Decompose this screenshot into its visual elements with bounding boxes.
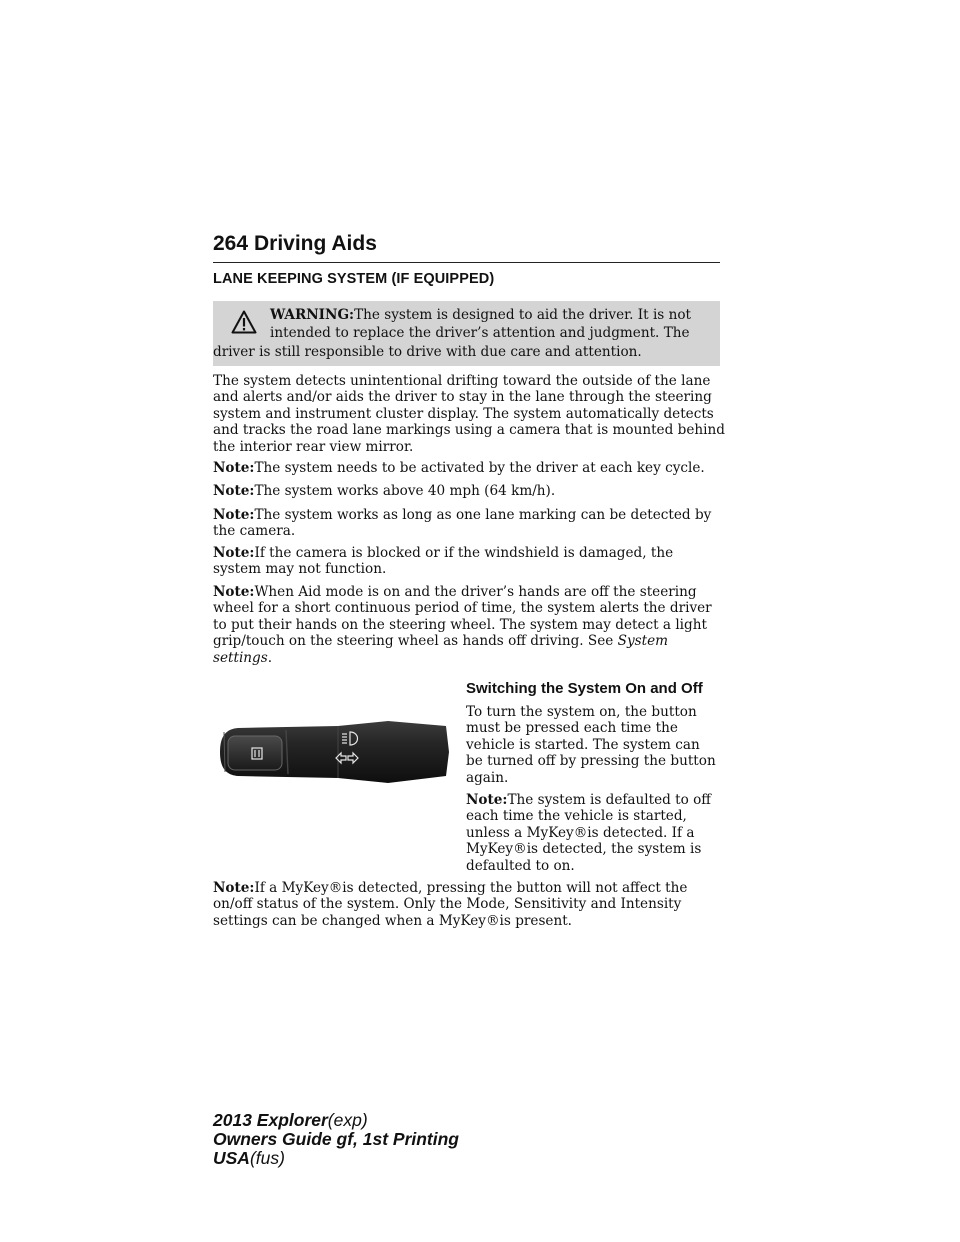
- note-4-text-2: system may not function.: [213, 561, 387, 578]
- footer-guide: Owners Guide gf, 1st Printing: [213, 1129, 459, 1149]
- note-5-text-1: When Aid mode is on and the driver’s hands are off the steering: [254, 584, 697, 600]
- footer-market-code: (fus): [249, 1148, 285, 1168]
- warning-line-3: driver is still responsible to drive with due care and attention.: [213, 344, 642, 360]
- note-4-text-1: If the camera is blocked or if the windshield is damaged, the: [254, 545, 674, 561]
- note-5-text-4: grip/touch on the steering wheel as hands off driving. See: [213, 633, 618, 650]
- note-6-text-3: unless a MyKey®is detected. If a: [466, 824, 695, 841]
- note-2-text: The system works above 40 mph (64 km/h).: [254, 483, 556, 499]
- warning-text-1: The system is designed to aid the driver. It is not: [354, 307, 692, 323]
- switch-line: vehicle is started. The system can: [466, 736, 700, 753]
- note-label: Note:: [213, 545, 255, 561]
- note-label: Note:: [213, 880, 255, 896]
- note-3: [213, 507, 733, 540]
- note-5-period: .: [267, 649, 273, 666]
- note-1: [213, 460, 733, 476]
- note-label: Note:: [213, 483, 255, 499]
- page-number: 264: [213, 232, 249, 255]
- intro-line: The system detects unintentional drifting toward the outside of the lane: [213, 373, 711, 389]
- switch-line: again.: [466, 769, 509, 786]
- intro-line: the interior rear view mirror.: [213, 438, 414, 455]
- note-6-text-4: MyKey®is detected, the system is: [466, 841, 702, 858]
- note-6-text-2: each time the vehicle is started,: [466, 808, 687, 825]
- note-label: Note:: [213, 507, 255, 523]
- intro-line: system and instrument cluster display. The system automatically detects: [213, 405, 714, 422]
- footer-model-code: (exp): [327, 1110, 368, 1130]
- note-3-text-1: The system works as long as one lane marking can be detected by: [254, 507, 712, 523]
- note-5-text-3: to put their hands on the steering wheel. The system may detect a light: [213, 616, 707, 633]
- section-heading: LANE KEEPING SYSTEM (IF EQUIPPED): [213, 271, 495, 287]
- note-label: Note:: [213, 584, 255, 600]
- switch-paragraph: [466, 704, 728, 786]
- note-3-text-2: the camera.: [213, 523, 296, 540]
- note-6-text-5: defaulted to on.: [466, 857, 575, 874]
- system-settings-xref-cont[interactable]: settings: [213, 649, 268, 666]
- switch-line: must be pressed each time the: [466, 720, 678, 737]
- note-label: Note:: [466, 792, 508, 808]
- note-4: [213, 545, 733, 578]
- warning-label: WARNING:: [270, 307, 355, 323]
- chapter-title: Driving Aids: [254, 232, 377, 255]
- intro-line: and alerts and/or aids the driver to stay in the lane through the steering: [213, 389, 712, 406]
- switch-line: To turn the system on, the button: [466, 704, 697, 720]
- warning-box: [213, 301, 720, 366]
- note-1-text: The system needs to be activated by the driver at each key cycle.: [254, 460, 705, 476]
- page-header: [213, 232, 720, 263]
- note-6: [466, 792, 728, 874]
- warning-triangle-icon: [231, 310, 257, 334]
- subsection-heading: Switching the System On and Off: [466, 680, 703, 697]
- note-7-text-2: on/off status of the system. Only the Mode, Sensitivity and Intensity: [213, 896, 682, 913]
- switch-line: be turned off by pressing the button: [466, 753, 716, 770]
- footer-market: USA: [213, 1148, 250, 1168]
- warning-line-1: [270, 307, 691, 323]
- note-7: [213, 880, 733, 929]
- note-label: Note:: [213, 460, 255, 476]
- intro-paragraph: [213, 373, 733, 455]
- intro-line: and tracks the road lane markings using a camera that is mounted behind: [213, 422, 725, 439]
- note-5: [213, 584, 733, 666]
- note-6-text-1: The system is defaulted to off: [507, 792, 711, 808]
- page-footer: [213, 1111, 459, 1168]
- lane-keeping-stalk-illustration: [218, 712, 450, 792]
- system-settings-xref[interactable]: System: [617, 633, 669, 650]
- footer-model: 2013 Explorer: [213, 1110, 328, 1130]
- warning-line-2: intended to replace the driver’s attention and judgment. The: [270, 325, 690, 341]
- note-7-text-1: If a MyKey®is detected, pressing the button will not affect the: [254, 880, 688, 896]
- note-5-text-2: wheel for a short continuous period of time, the system alerts the driver: [213, 600, 712, 617]
- note-7-text-3: settings can be changed when a MyKey®is present.: [213, 912, 572, 929]
- note-2: [213, 483, 733, 499]
